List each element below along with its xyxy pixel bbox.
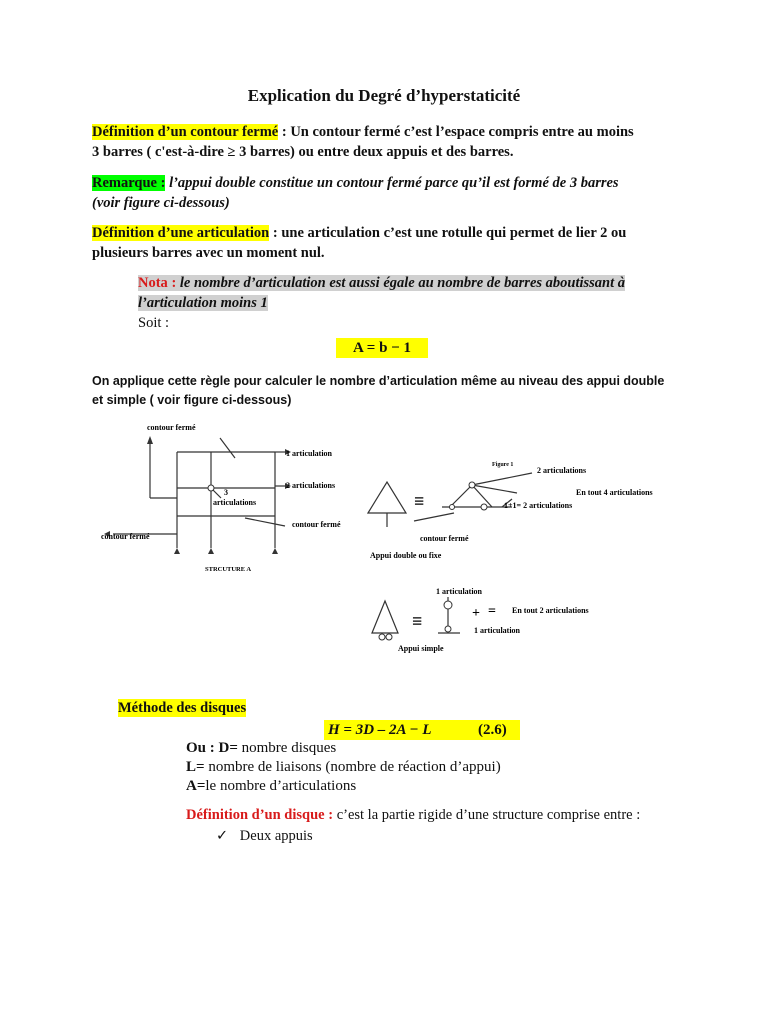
def-disque-list-item [216,826,313,846]
fig2-art2: 2 articulations [537,466,587,475]
fig3-total: En tout 2 articulations [512,606,589,615]
fig1-contour-left: contour fermé [101,532,150,541]
fig3-caption: Appui simple [398,644,444,653]
def-contour-sep: : [278,124,291,140]
fig2-equiv: ≡ [414,491,425,511]
methode-definitions [186,739,501,796]
a-text: le nombre d’articulations [205,778,357,794]
appui-double-figure [362,455,672,570]
nota-label: Nota [138,275,168,291]
rule-text1: On applique cette règle pour calculer le nombre d’articulation même au niveau des appui double [92,374,665,388]
fig3-art1-bottom: 1 articulation [474,626,520,635]
fig2-sum: 1+1= 2 articulations [504,501,573,510]
rule-text2: et simple ( voir figure ci-dessous) [92,393,292,407]
fig1-art3b: articulations [213,498,257,507]
remarque-text2: (voir figure ci-dessous) [92,195,230,211]
appui-simple-figure [368,585,668,655]
def-articulation-text2: plusieurs barres avec un moment nul. [92,245,325,261]
remarque-paragraph [92,173,712,213]
ou-text: nombre disques [237,740,337,756]
methode-formula-box [324,720,520,740]
methode-formula: H = 3D – 2A − L [328,722,432,738]
fig2-total: En tout 4 articulations [576,488,653,497]
fig3-eq: = [488,604,496,619]
check-icon: ✓ [216,828,229,844]
def-contour-paragraph [92,122,712,162]
fig1-contour-top: contour fermé [147,423,196,432]
remarque-label: Remarque : [92,175,166,191]
def-articulation-label: Définition d’une articulation [92,225,270,241]
methode-eqnum: (2.6) [478,722,507,738]
remarque-text1: l’appui double constitue un contour fermé parce qu’il est formé de 3 barres [165,175,619,191]
formula-a: A = b − 1 [336,338,428,358]
fig2-contour: contour fermé [420,534,469,543]
fig1-contour-right: contour fermé [292,520,341,529]
fig3-plus: + [472,606,480,621]
fig1-art1: 1 articulation [286,449,332,458]
def-contour-text1: Un contour fermé c’est l’espace compris entre au moins [290,124,634,140]
hinge-circle [208,485,214,491]
def-contour-label: Définition d’un contour fermé [92,124,279,140]
structure-a-figure [95,418,365,578]
def-disque-text: c’est la partie rigide d’une structure comprise entre : [333,807,641,823]
a-label: A= [186,778,206,794]
def-contour-text2: 3 barres ( c'est-à-dire ≥ 3 barres) ou entre deux appuis et des barres. [92,144,514,160]
fig1-art2: 2 articulations [286,481,336,490]
def-articulation-paragraph [92,223,712,263]
l-label: L= [186,759,205,775]
fig1-caption: STRCUTURE A [205,566,252,573]
nota-sep: : [167,275,180,291]
fig3-art1-top: 1 articulation [436,587,482,596]
def-disque-item1: Deux appuis [239,828,313,844]
fig3-equiv: ≡ [412,611,423,631]
page-title: Explication du Degré d’hyperstaticité [247,86,521,105]
def-articulation-text1: : une articulation c’est une rotulle qui permet de lier 2 ou [269,225,627,241]
fig1-art3a: 3 [224,488,228,497]
nota-soit: Soit : [138,315,170,331]
fig2-caption: Appui double ou fixe [370,551,442,560]
ou-label: Ou : D= [186,740,238,756]
methode-label: Méthode des disques [118,700,247,716]
l-text: nombre de liaisons (nombre de réaction d’appui) [204,759,501,775]
nota-text1: le nombre d’articulation est aussi égale au nombre de barres aboutissant à [179,275,626,291]
rule-paragraph [92,372,732,410]
nota-paragraph [138,273,688,333]
def-disque-label: Définition d’un disque : [186,807,334,823]
def-disque-paragraph [186,805,640,825]
nota-text2: l’articulation moins 1 [138,295,268,311]
fig2-figure-label: Figure 1 [492,462,514,468]
